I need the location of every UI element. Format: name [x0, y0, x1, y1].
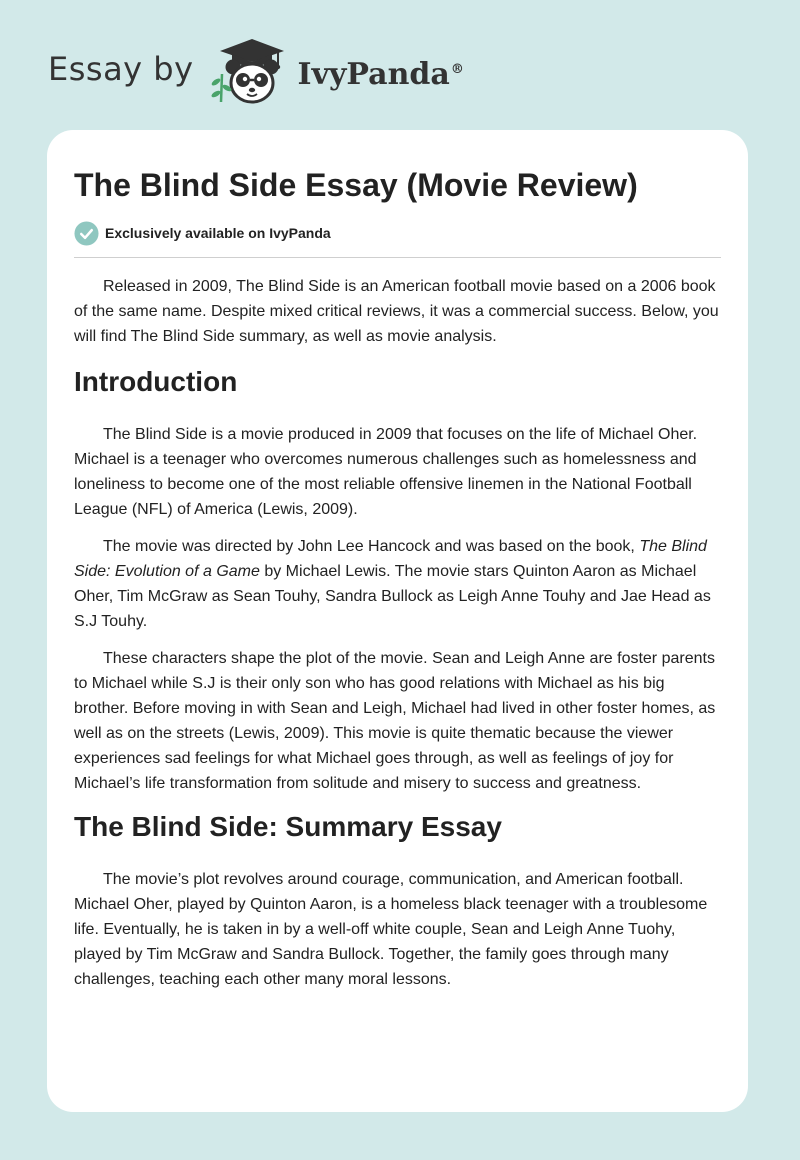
brand-name [298, 57, 464, 92]
check-circle-icon [74, 221, 99, 246]
paragraph-text: by Michael Lewis. The movie stars Quinton Aaron as Michael Oher, Tim McGraw as Sean Touhy, Sandra Bullock as Leigh Anne Touhy and Jae Head as S.J Touhy. [74, 563, 711, 630]
intro-paragraph: Released in 2009, The Blind Side is an American football movie based on a 2006 book of the same name. Despite mixed critical reviews, it was a commercial success. Below, you will find The Blind Side summary, as well as movie analysis. [74, 278, 719, 345]
essay-card [47, 130, 748, 1112]
section-heading-summary: The Blind Side: Summary Essay [74, 811, 502, 842]
book-title: The Blind Side: Evolution of a Game [74, 538, 707, 580]
paragraph-text: The movie was directed by John Lee Hancock and was based on the book, [103, 538, 640, 555]
introduction-paragraph-3: These characters shape the plot of the movie. Sean and Leigh Anne are foster parents to Michael while S.J is their only son who has good relations with Michael as his big brother. Before moving in with Sean and Leigh, Michael had lived in other foster homes, as well as on the streets (Lewis, 2009). This movie is quite thematic because the viewer experiences sad feelings for what Michael goes through, as well as feelings of joy for Michael’s life transformation from solitude and misery to success and greatness. [74, 650, 716, 792]
brand-prefix: Essay by [48, 50, 194, 88]
brand-name-text: IvyPanda [297, 56, 450, 92]
summary-paragraph-1: The movie’s plot revolves around courage, communication, and American football. Michael Oher, played by Quinton Aaron, is a homeless black teenager with a troublesome life. Eventually, he is taken in by a well-off white couple, Sean and Leigh Anne Tuohy, played by Tim McGraw and Sandra Bullock. Together, the family goes through many challenges, teaching each other many moral lessons. [74, 871, 708, 988]
title-divider [74, 257, 721, 258]
section-heading-introduction: Introduction [74, 366, 238, 397]
registered-mark: ® [450, 61, 464, 77]
panda-logo-icon [208, 36, 296, 108]
introduction-paragraph-1: The Blind Side is a movie produced in 2009 that focuses on the life of Michael Oher. Michael is a teenager who overcomes numerous challenges such as homelessness and loneliness to become one of the most reliable offensive linemen in the National Football League (NFL) of America (Lewis, 2009). [74, 426, 698, 518]
page-title: The Blind Side Essay (Movie Review) [74, 167, 638, 203]
exclusive-badge [74, 220, 721, 246]
exclusive-badge-label: Exclusively available on IvyPanda [105, 225, 331, 241]
site-brand[interactable] [48, 36, 464, 108]
introduction-paragraph-2 [74, 534, 721, 634]
